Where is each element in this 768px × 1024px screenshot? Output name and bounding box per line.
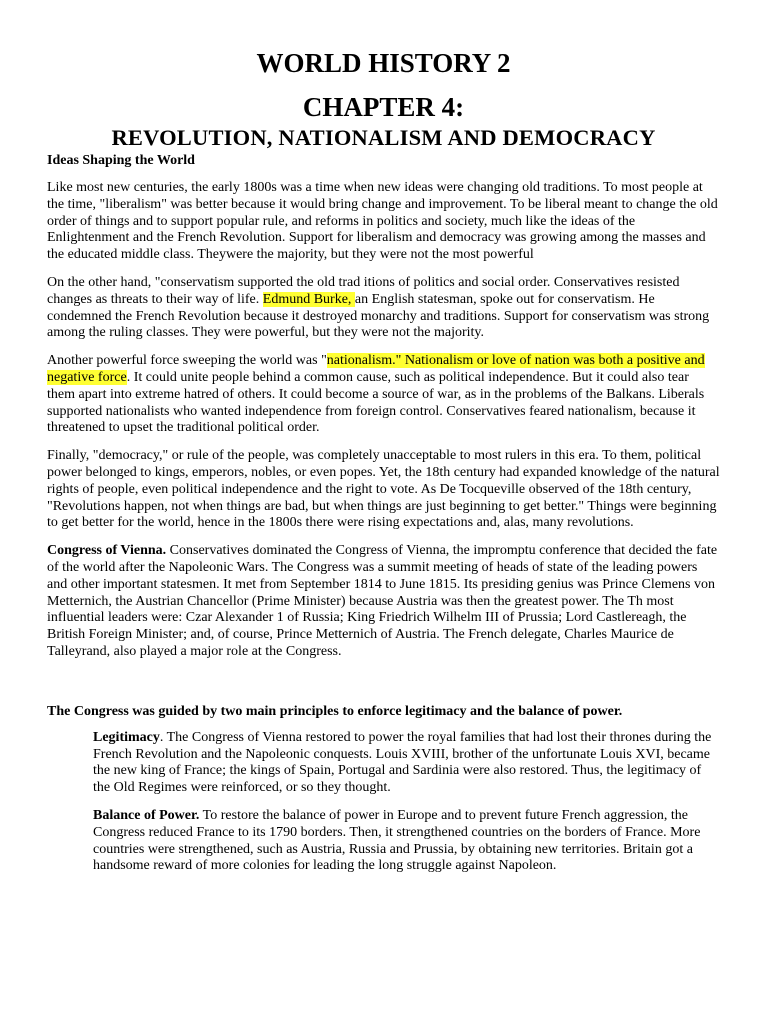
chapter-subtitle: REVOLUTION, NATIONALISM AND DEMOCRACY [111, 125, 656, 150]
paragraph-balance-of-power [93, 808, 720, 875]
paragraph-text: Another powerful force sweeping the world was " [47, 353, 327, 369]
paragraph-lead-in: Congress of Vienna. [47, 543, 167, 559]
principles-heading: The Congress was guided by two main principles to enforce legitimacy and the balance of power. [47, 703, 623, 719]
paragraph-text: . It could unite people behind a common cause, such as political independence. But it could also tear them apart into extreme hatred of others. It could become a source of war, as in the problems of the Balkans. Liberals supported nationalists who wanted independence from foreign control. Conservatives feared nationalism, because it threatened to upset the traditional political order. [47, 369, 705, 436]
paragraph-nationalism [47, 353, 720, 437]
chapter-title: CHAPTER 4: [302, 92, 465, 122]
paragraph-text: To restore the balance of power in Europe and to prevent future French aggression, the Congress reduced France to its 1790 borders. Then, it strengthened countries on the borders of France. More countries were strengthened, such as Austria, Russia and Prussia, by obtaining new territories. Britain got a handsome reward of more colonies for leading the long struggle against Napoleon. [93, 807, 701, 874]
paragraph-lead-in: Legitimacy [93, 729, 160, 745]
paragraph-text: . The Congress of Vienna restored to power the royal families that had lost their thrones during the French Revolution and the Napoleonic conquests. Louis XVIII, brother of the unfortunate Louis XVI, became the new king of France; the kings of Spain, Portugal and Sardinia were also restored. Thus, the legitimacy of the Old Regimes were reinforced, or so they thought. [93, 729, 712, 796]
paragraph-text: On the other hand, "conservatism supported the old trad itions of politics and social order. Conservatives resisted changes as threats to their way of life. [47, 274, 680, 307]
document-title: WORLD HISTORY 2 [256, 48, 511, 78]
paragraph-democracy: Finally, "democracy," or rule of the people, was completely unacceptable to most rulers in this era. To them, political power belonged to kings, emperors, nobles, or even popes. Yet, the 18th century had expanded knowledge of the natural rights of people, even political independence and the right to vote. As De Tocqueville observed of the 18th century, "Revolutions happen, not when things are bad, but when things are just beginning to get better." Things were beginning to get better for the world, hence in the 1800s there were rising expectations and, alas, many revolutions. [47, 448, 720, 531]
highlighted-text: Edmund Burke, [262, 291, 355, 307]
paragraph-liberalism: Like most new centuries, the early 1800s was a time when new ideas were changing old traditions. To most people at the time, "liberalism" was better because it would bring change and improvement. To be liberal meant to change the old order of things and to support popular rule, and reforms in politics and society, much like the ideas of the Enlightenment and the French Revolution. Support for liberalism and democracy was growing among the masses and the educated middle class. Theywere the majority, but they were not the most powerful [47, 180, 718, 263]
highlighted-text: nationalism." Nationalism or love of nation was both a positive and negative force [47, 353, 705, 385]
paragraph-text: Conservatives dominated the Congress of Vienna, the impromptu conference that decided the fate of the world after the Napoleonic Wars. The Congress was a summit meeting of heads of state of the leading powers and other important statesmen. It met from September 1814 to June 1815. Its presiding genius was Prince Clemens von Metternich, the Austrian Chancellor (Prime Minister) because Austria was then the greatest power. The Th most influential leaders were: Czar Alexander 1 of Russia; King Friedrich Wilhelm III of Prussia; Lord Castlereagh, the British Foreign Minister; and, of course, Prince Metternich of Austria. The French delegate, Charles Maurice de Talleyrand, also played a major role at the Congress. [47, 543, 718, 659]
paragraph-congress-of-vienna [47, 543, 720, 661]
paragraph-lead-in: Balance of Power. [93, 807, 200, 823]
paragraph-legitimacy [93, 730, 720, 797]
paragraph-conservatism [47, 275, 720, 342]
section-heading: Ideas Shaping the World [47, 153, 195, 168]
paragraph-text: an English statesman, spoke out for conservatism. He condemned the French Revolution because it destroyed monarchy and traditions. Support for conservatism was strong among the ruling classes. They were powerful, but they were not the majority. [47, 291, 710, 341]
